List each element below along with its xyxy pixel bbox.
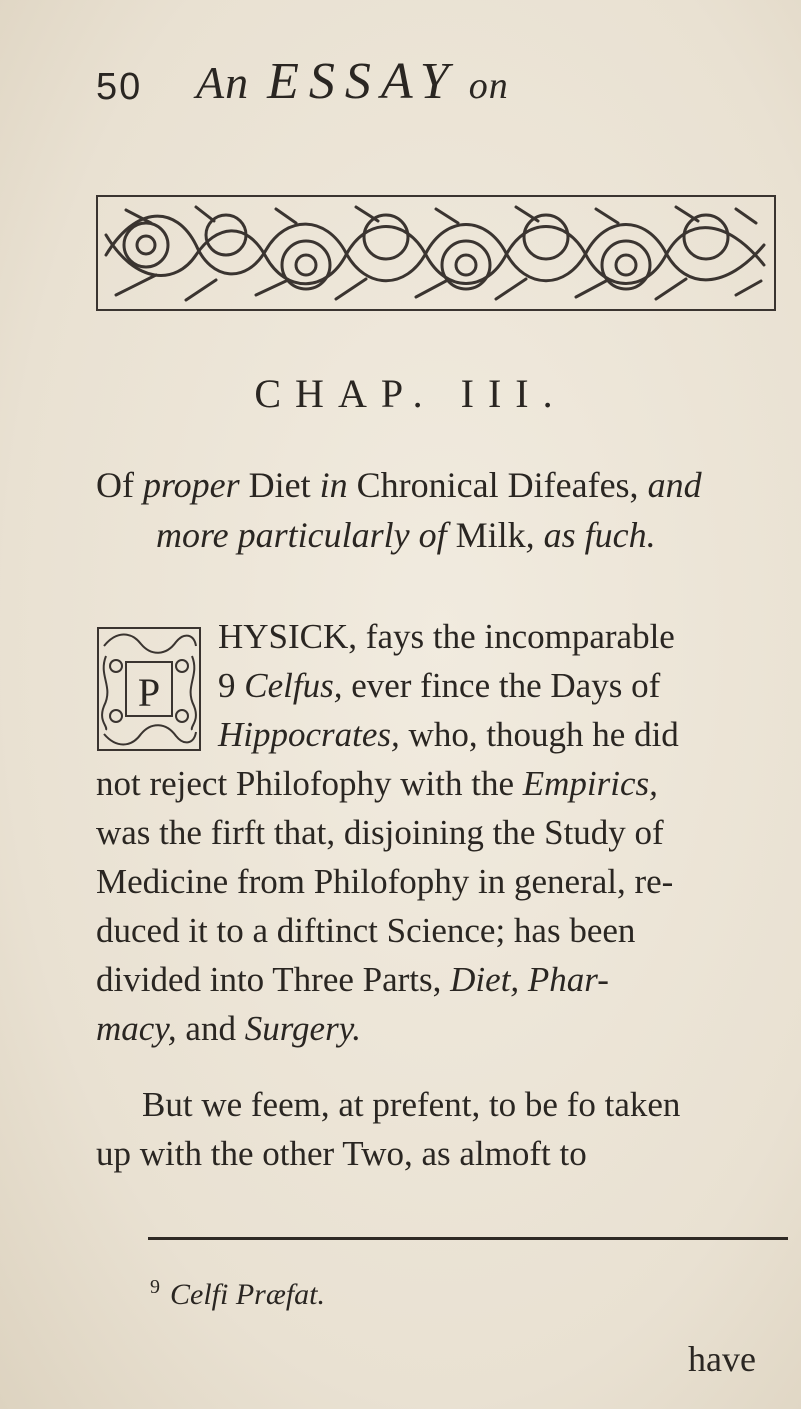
text-fragment: who, though he did (399, 715, 679, 754)
floral-headpiece-ornament-icon (96, 195, 776, 311)
chapter-title-word: proper (134, 465, 240, 505)
text-fragment: Hippocrates, (218, 715, 400, 754)
text-fragment: divided into Three Parts, (96, 960, 451, 999)
footnote-mark: 9 (150, 1276, 160, 1298)
chapter-title-word: more particularly of (156, 515, 456, 555)
text-line (96, 661, 776, 710)
chapter-title-word: Chronical Difeafes, (347, 465, 648, 505)
chapter-title (96, 460, 776, 560)
footnote-rule (148, 1237, 788, 1240)
catchword: have (688, 1339, 756, 1379)
chapter-title-line-1 (96, 460, 776, 510)
header-title (196, 52, 509, 111)
chapter-title-word: , as fuch. (525, 515, 656, 555)
chapter-title-word: Milk (455, 515, 526, 555)
text-line (96, 759, 776, 808)
chapter-title-line-2 (96, 510, 776, 560)
text-line (96, 955, 776, 1004)
page-number: 50 (96, 66, 143, 108)
text-line: was the firft that, disjoining the Study of (96, 813, 664, 852)
text-fragment: not reject Philofophy with the (96, 764, 523, 803)
paragraph-1 (96, 612, 776, 1053)
text-fragment: ever fince the Days of (342, 666, 661, 705)
text-line: Medicine from Philofophy in general, re- (96, 862, 674, 901)
text-fragment: macy, (96, 1009, 177, 1048)
chapter-title-word: Of (96, 465, 134, 505)
header-title-on: on (468, 65, 509, 107)
header-title-an: An (196, 57, 250, 108)
text-fragment: Surgery. (244, 1009, 362, 1048)
chapter-heading: CHAP. III. (254, 371, 567, 416)
text-fragment: Diet, Phar- (450, 960, 609, 999)
footnote-text: Celfi Præfat. (170, 1278, 326, 1311)
paragraph-2 (96, 1080, 776, 1178)
footnote-reference: 9 (218, 666, 245, 705)
text-line: duced it to a diftinct Science; has been (96, 911, 636, 950)
text-line (96, 710, 776, 759)
text-fragment: Celfus, (244, 666, 343, 705)
header-title-essay: ESSAY (267, 53, 459, 110)
dropcap-letter: P (137, 670, 161, 715)
chapter-title-word: and (647, 465, 702, 505)
text-fragment: Empirics, (522, 764, 658, 803)
text-line: up with the other Two, as almoft to (96, 1134, 587, 1173)
text-line: HYSICK, fays the incomparable (218, 617, 675, 656)
chapter-title-word: in (319, 465, 348, 505)
text-line (96, 1004, 776, 1053)
text-fragment: and (176, 1009, 245, 1048)
text-line: But we feem, at prefent, to be fo taken (142, 1085, 681, 1124)
footnote (150, 1276, 325, 1312)
chapter-title-word: Diet (239, 465, 320, 505)
